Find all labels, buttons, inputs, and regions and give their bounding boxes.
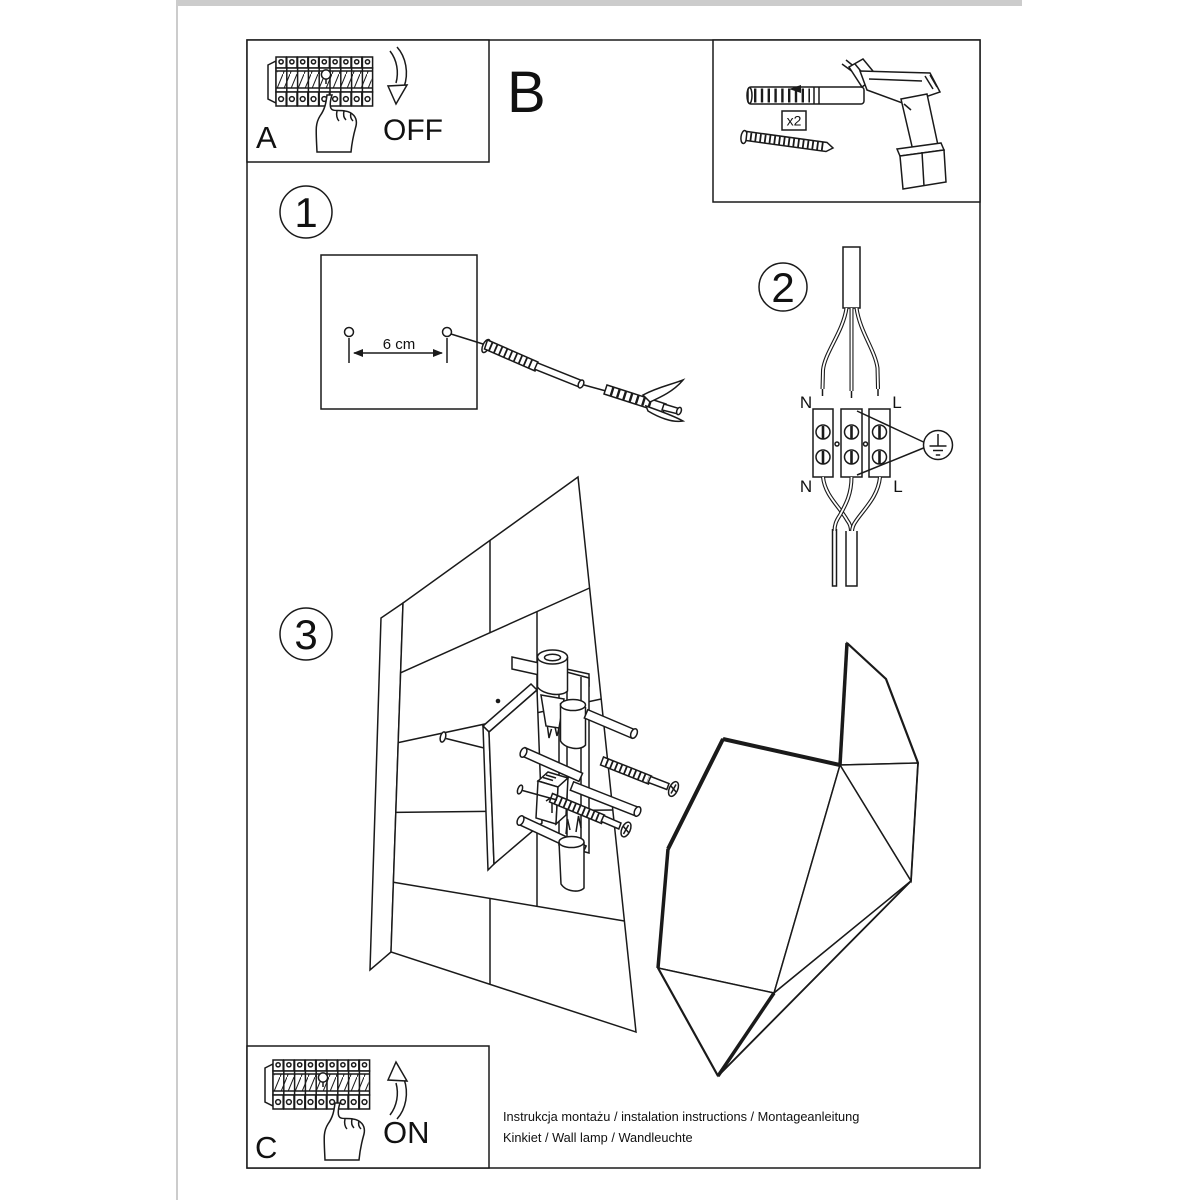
outgoing-wires bbox=[823, 477, 880, 586]
terminal-n-top: N bbox=[799, 393, 813, 412]
ground-symbol-icon bbox=[857, 411, 953, 475]
dimension-line bbox=[349, 336, 447, 363]
footer-line1: Instrukcja montażu / instalation instructions / Montageanleitung bbox=[503, 1109, 860, 1124]
step-1-number: 1 bbox=[294, 189, 318, 236]
terminal-l-bottom: L bbox=[893, 477, 903, 496]
step-3-number: 3 bbox=[294, 611, 318, 658]
power-cable bbox=[843, 247, 860, 308]
panel-c-label: C bbox=[255, 1130, 278, 1165]
on-label: ON bbox=[383, 1115, 430, 1150]
tools-box bbox=[713, 40, 980, 202]
panel-b-label: B bbox=[507, 60, 546, 125]
panel-a-label: A bbox=[256, 120, 277, 155]
step-1-diagram bbox=[280, 186, 683, 421]
wall-anchor-dot bbox=[496, 699, 501, 704]
panel-a-box bbox=[247, 40, 489, 162]
step-3-diagram bbox=[280, 477, 918, 1076]
screw-and-anchor bbox=[451, 334, 683, 421]
lampshade bbox=[658, 643, 918, 1076]
mounting-screw-1 bbox=[601, 757, 681, 798]
hole-spacing-label: 6 cm bbox=[382, 336, 416, 353]
terminal-l-top: L bbox=[892, 393, 902, 412]
lamp-socket-top bbox=[561, 700, 586, 749]
cable-wires bbox=[823, 308, 879, 398]
breaker-panel-a bbox=[268, 57, 373, 106]
off-label: OFF bbox=[383, 114, 443, 147]
step-2-number: 2 bbox=[771, 264, 795, 311]
wall-plug-icon bbox=[747, 85, 864, 104]
drill-hole-right bbox=[443, 328, 452, 337]
drill-hole-left bbox=[345, 328, 354, 337]
footer-line2: Kinkiet / Wall lamp / Wandleuchte bbox=[503, 1130, 693, 1145]
footer-captions bbox=[503, 1109, 859, 1145]
anchor-qty-label: x2 bbox=[786, 112, 802, 129]
panel-c-box bbox=[247, 1046, 489, 1168]
breaker-panel-c bbox=[265, 1060, 370, 1109]
step-2-diagram bbox=[759, 247, 953, 586]
terminal-n-bottom: N bbox=[799, 477, 813, 496]
